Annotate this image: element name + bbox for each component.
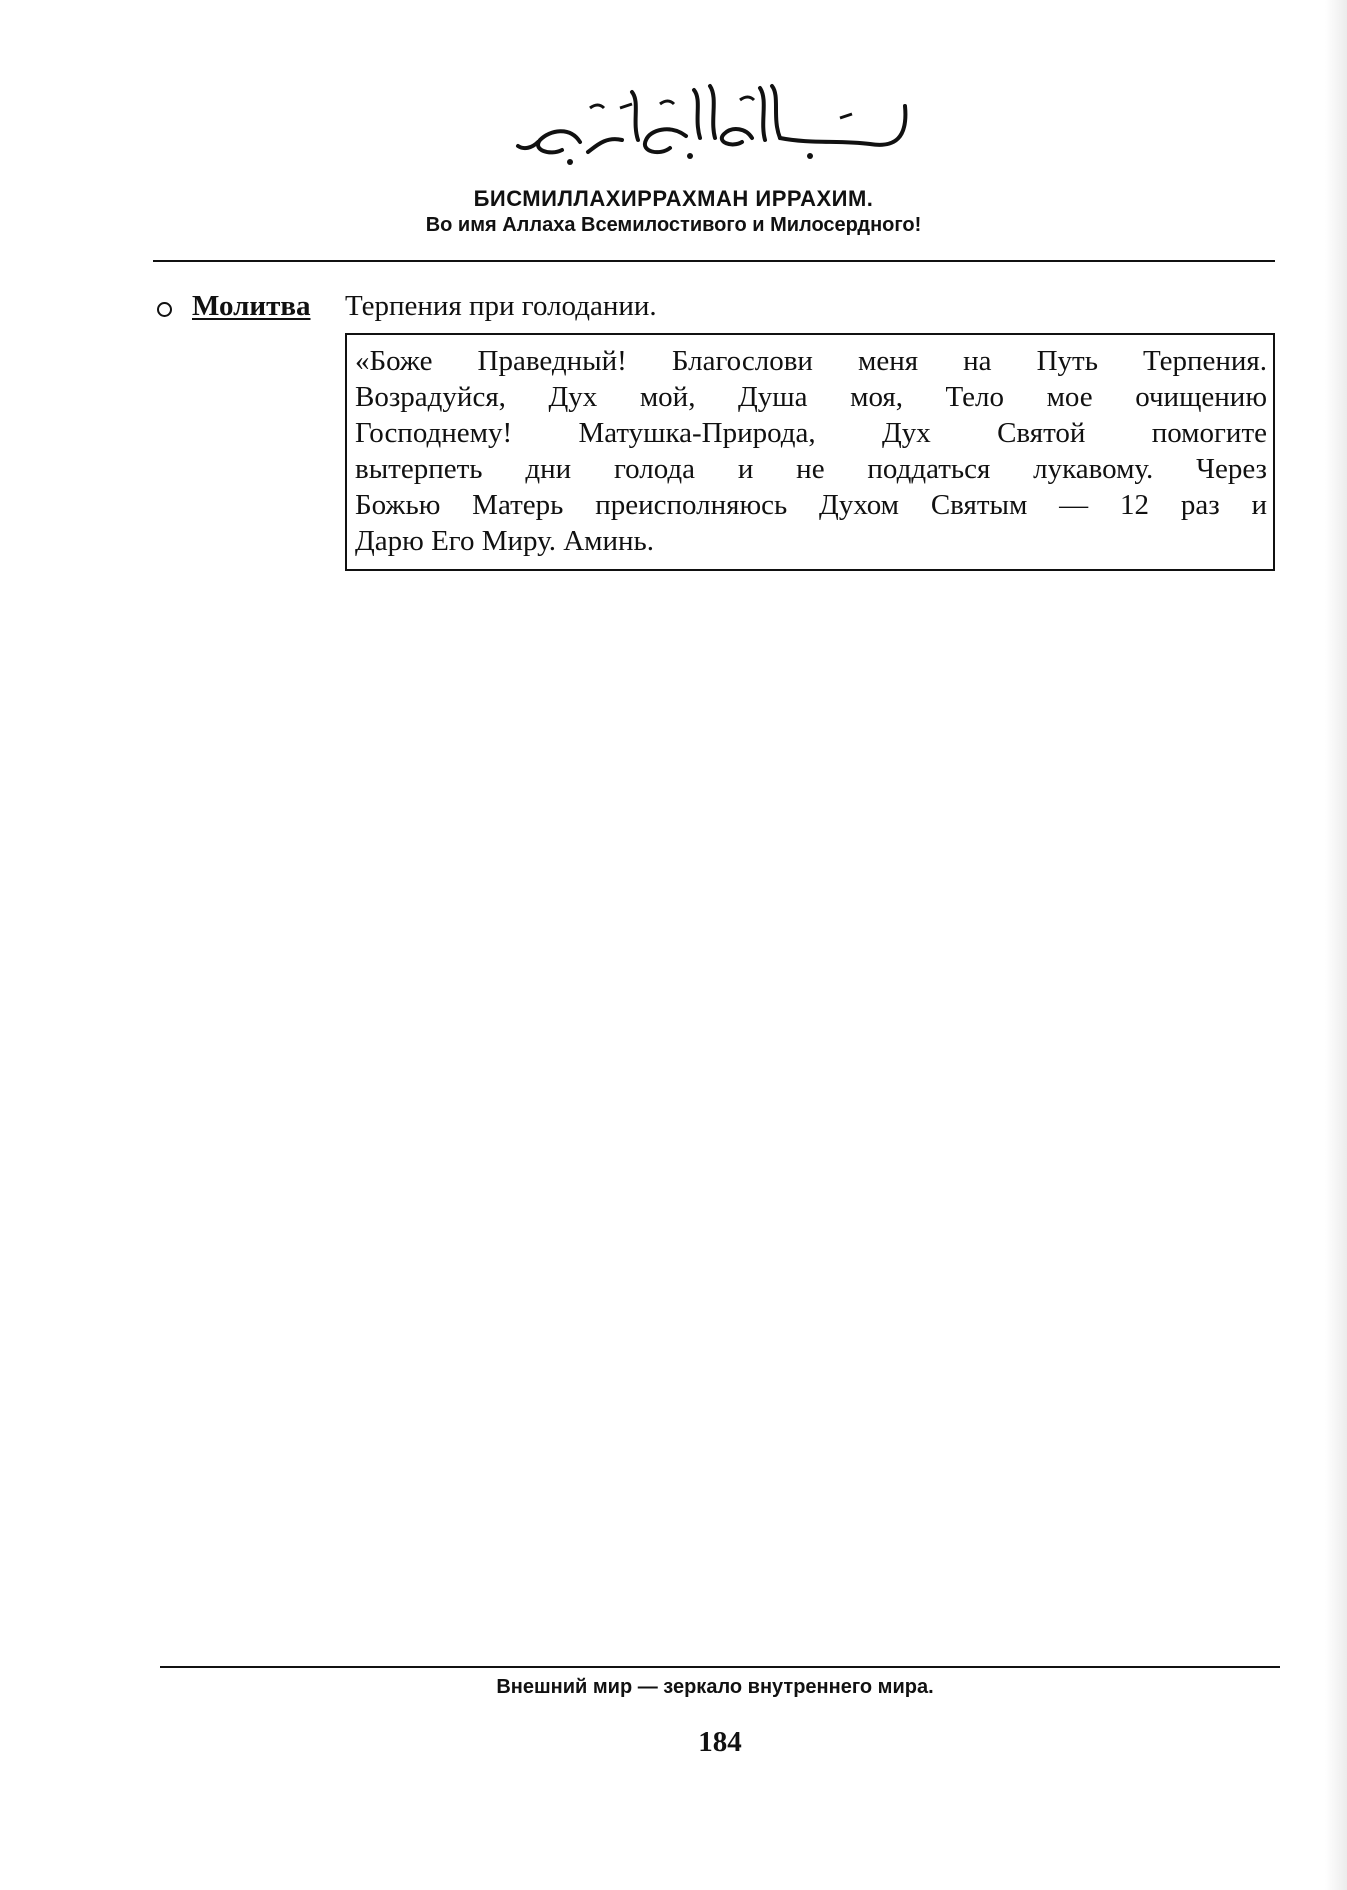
page-edge-shadow — [1325, 0, 1347, 1890]
prayer-line: Возрадуйся, Дух мой, Душа моя, Тело мое очищению — [355, 381, 1267, 413]
bismillah-calligraphy-icon — [510, 78, 930, 168]
page-number: 184 — [698, 1726, 742, 1758]
header-subtitle: Во имя Аллаха Всемилостивого и Милосердного! — [425, 214, 922, 236]
prayer-line: «Боже Праведный! Благослови меня на Путь Терпения. — [355, 345, 1267, 377]
circle-bullet-icon — [157, 302, 172, 317]
section-title: Терпения при голодании. — [345, 290, 657, 322]
header-title: БИСМИЛЛАХИРРАХМАН ИРРАХИМ. — [473, 186, 874, 211]
footer-motto: Внешний мир — зеркало внутреннего мира. — [496, 1676, 934, 1698]
section-label: Молитва — [192, 290, 311, 322]
prayer-line: вытерпеть дни голода и не поддаться лукавому. Через — [355, 453, 1267, 485]
prayer-line: Господнему! Матушка-Природа, Дух Святой помогите — [355, 417, 1267, 449]
prayer-line: Божью Матерь преисполняюсь Духом Святым — 12 раз и — [355, 489, 1267, 521]
prayer-text-box — [345, 333, 1275, 571]
footer-divider — [160, 1666, 1280, 1668]
header-divider — [153, 260, 1275, 262]
prayer-line: Дарю Его Миру. Аминь. — [355, 525, 655, 557]
